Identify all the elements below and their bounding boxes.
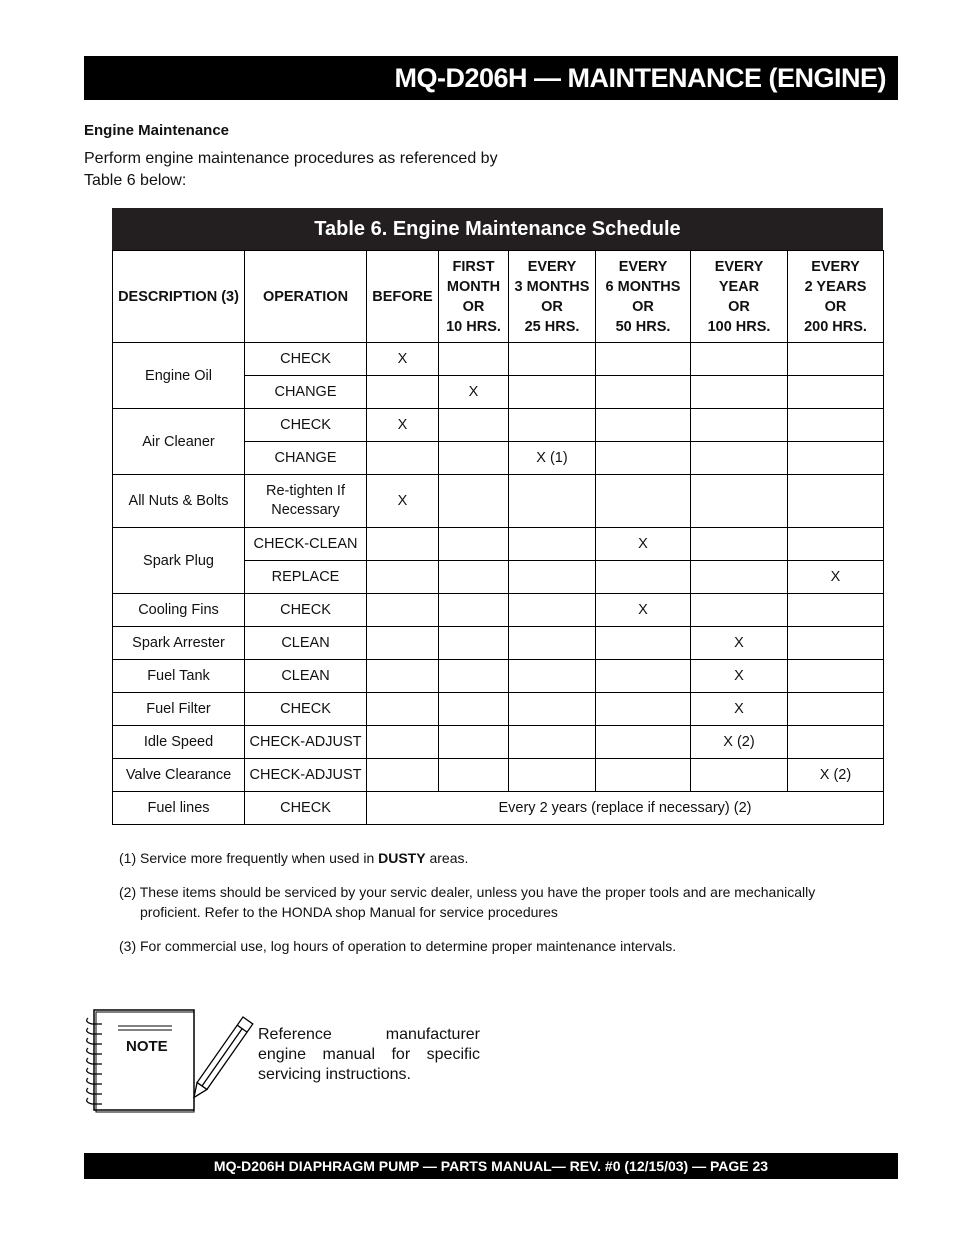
table-row: [113, 627, 884, 660]
cell-operation: CHECK: [245, 343, 367, 376]
cell-mark: X: [691, 627, 788, 660]
table-header-row: [113, 251, 884, 343]
intro-paragraph: [84, 148, 504, 192]
cell-mark: X: [439, 376, 509, 409]
table-row: [113, 693, 884, 726]
page-title: MQ-D206H — MAINTENANCE (ENGINE): [394, 62, 886, 93]
cell-span-note: Every 2 years (replace if necessary) (2): [367, 792, 884, 825]
page-header: [84, 56, 898, 100]
note-label: NOTE: [126, 1038, 168, 1055]
cell-mark: X: [367, 409, 439, 442]
col-header-year: EVERY YEAR OR 100 HRS.: [691, 251, 788, 343]
col-header-3-months: EVERY 3 MONTHS OR 25 HRS.: [509, 251, 596, 343]
row-desc-fuel-lines: Fuel lines: [113, 792, 245, 825]
note-text: Reference manufacturer engine manual for specific servicing instructions.: [258, 1026, 480, 1083]
col-header-operation: OPERATION: [245, 251, 367, 343]
cell-mark: X: [596, 528, 691, 561]
table-row: [113, 475, 884, 528]
table-row: [113, 528, 884, 561]
col-header-before: BEFORE: [367, 251, 439, 343]
row-desc-cooling-fins: Cooling Fins: [113, 594, 245, 627]
cell-mark: X (2): [788, 759, 884, 792]
note-notepad-icon: [84, 1008, 264, 1123]
intro-line-2: Table 6 below:: [84, 172, 187, 189]
cell-mark: X: [691, 693, 788, 726]
maintenance-table: [112, 208, 883, 825]
row-desc-idle-speed: Idle Speed: [113, 726, 245, 759]
row-desc-spark-arrester: Spark Arrester: [113, 627, 245, 660]
row-desc-fuel-filter: Fuel Filter: [113, 693, 245, 726]
cell-mark: X: [691, 660, 788, 693]
cell-operation: CHECK: [245, 693, 367, 726]
footnote-3: (3) For commercial use, log hours of operation to determine proper maintenance intervals.: [119, 938, 677, 954]
table-row: [113, 660, 884, 693]
cell-operation: CHANGE: [245, 442, 367, 475]
row-desc-valve-clearance: Valve Clearance: [113, 759, 245, 792]
footer-text: MQ-D206H DIAPHRAGM PUMP — PARTS MANUAL— REV. #0 (12/15/03) — PAGE 23: [213, 1158, 769, 1174]
cell-mark: X: [788, 561, 884, 594]
col-header-6-months: EVERY 6 MONTHS OR 50 HRS.: [596, 251, 691, 343]
section-title: Engine Maintenance: [84, 122, 230, 139]
cell-operation: Re-tighten If Necessary: [245, 475, 367, 528]
cell-mark: X (2): [691, 726, 788, 759]
cell-operation: REPLACE: [245, 561, 367, 594]
cell-operation: CHANGE: [245, 376, 367, 409]
cell-operation: CHECK: [245, 409, 367, 442]
cell-operation: CHECK-ADJUST: [245, 726, 367, 759]
col-header-description: DESCRIPTION (3): [113, 251, 245, 343]
cell-operation: CHECK-ADJUST: [245, 759, 367, 792]
row-desc-engine-oil: Engine Oil: [113, 343, 245, 409]
table-row: [113, 409, 884, 442]
footnotes: [119, 848, 839, 970]
col-header-2-years: EVERY 2 YEARS OR 200 HRS.: [788, 251, 884, 343]
table-row: [113, 343, 884, 376]
table-title: Table 6. Engine Maintenance Schedule: [112, 208, 883, 250]
cell-operation: CHECK: [245, 594, 367, 627]
cell-mark: X: [596, 594, 691, 627]
table-row: [113, 594, 884, 627]
cell-mark: X (1): [509, 442, 596, 475]
row-desc-fuel-tank: Fuel Tank: [113, 660, 245, 693]
intro-line-1: Perform engine maintenance procedures as referenced by: [84, 150, 498, 167]
row-desc-spark-plug: Spark Plug: [113, 528, 245, 594]
cell-mark: X: [367, 475, 439, 528]
footnote-2: (2) These items should be serviced by your servic dealer, unless you have the proper tools and are mechanically proficient. Refer to the HONDA shop Manual for service procedures: [119, 884, 816, 920]
row-desc-air-cleaner: Air Cleaner: [113, 409, 245, 475]
table-row: [113, 792, 884, 825]
cell-operation: CLEAN: [245, 660, 367, 693]
page-footer: [84, 1153, 898, 1179]
footnote-1: (1) Service more frequently when used in DUSTY areas.: [119, 850, 469, 866]
table-row: [113, 726, 884, 759]
cell-mark: X: [367, 343, 439, 376]
cell-operation: CLEAN: [245, 627, 367, 660]
row-desc-nuts-bolts: All Nuts & Bolts: [113, 475, 245, 528]
cell-operation: CHECK-CLEAN: [245, 528, 367, 561]
col-header-first-month: FIRST MONTH OR 10 HRS.: [439, 251, 509, 343]
table-row: [113, 759, 884, 792]
cell-operation: CHECK: [245, 792, 367, 825]
